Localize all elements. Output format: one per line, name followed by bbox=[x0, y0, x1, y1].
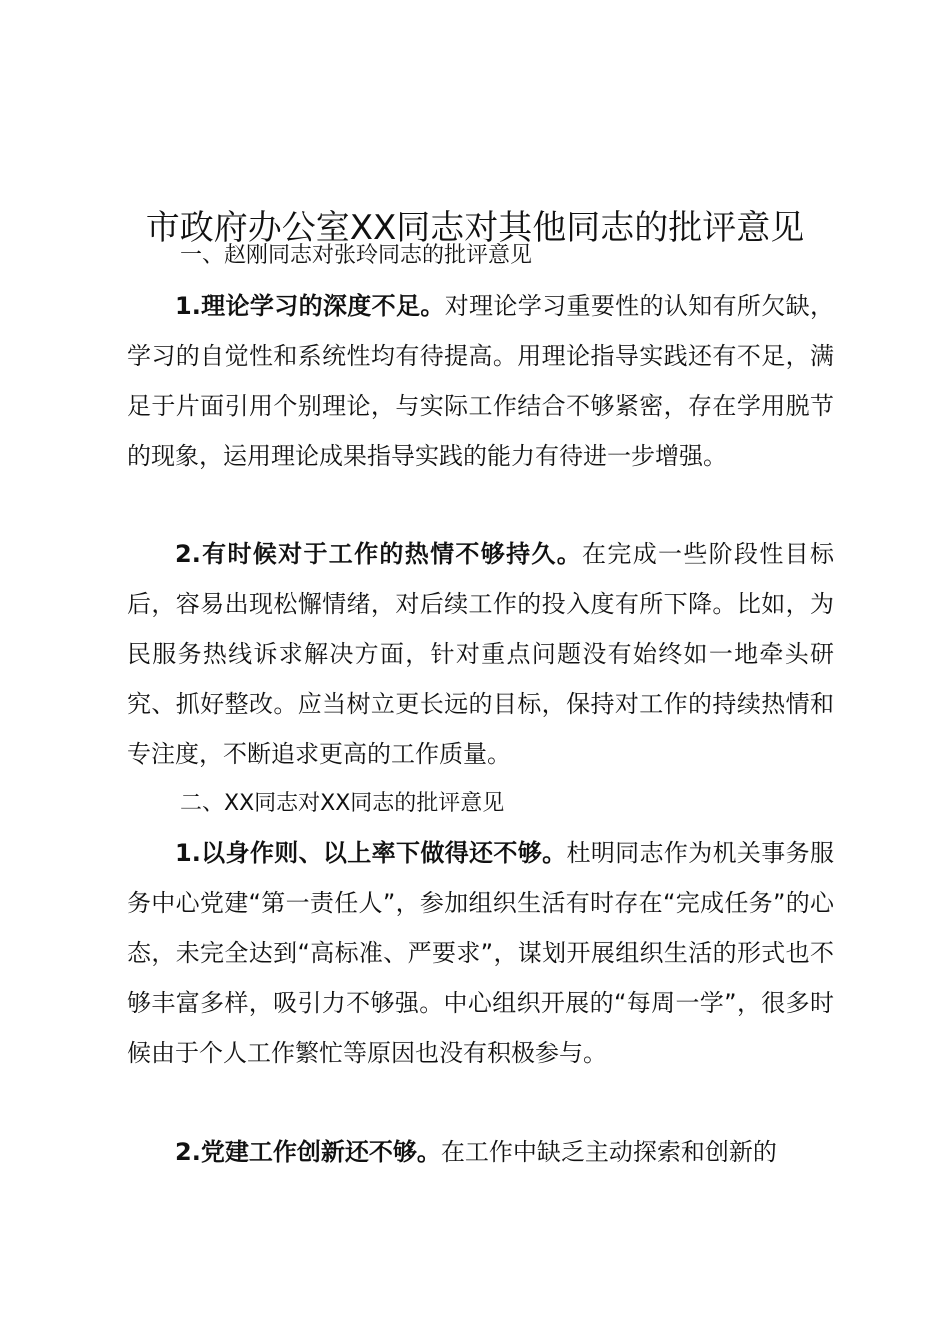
paragraph-lead: 2.有时候对于工作的热情不够持久。 bbox=[175, 540, 583, 568]
paragraph bbox=[127, 828, 834, 1078]
paragraph-body: 杜明同志作为机关事务服务中心党建“第一责任人”，参加组织生活有时存在“完成任务”的心态，未完全达到“高标准、严要求”，谋划开展组织生活的形式也不够丰富多样，吸引力不够强。中心组织开展的“每周一学”，很多时候由于个人工作繁忙等原因也没有积极参与。 bbox=[127, 839, 834, 1067]
paragraph-lead: 2.党建工作创新还不够。 bbox=[175, 1138, 441, 1166]
paragraph bbox=[127, 1127, 834, 1177]
paragraph-body: 在完成一些阶段性目标后，容易出现松懈情绪，对后续工作的投入度有所下降。比如，为民服务热线诉求解决方面，针对重点问题没有始终如一地牵头研究、抓好整改。应当树立更长远的目标，保持对工作的持续热情和专注度，不断追求更高的工作质量。 bbox=[127, 540, 834, 768]
paragraph-body: 对理论学习重要性的认知有所欠缺，学习的自觉性和系统性均有待提高。用理论指导实践还有不足，满足于片面引用个别理论，与实际工作结合不够紧密，存在学用脱节的现象，运用理论成果指导实践的能力有待进一步增强。 bbox=[127, 292, 834, 470]
paragraph bbox=[127, 281, 834, 481]
paragraph-lead: 1.理论学习的深度不足。 bbox=[175, 292, 445, 320]
section-heading-2: 二、XX同志对XX同志的批评意见 bbox=[180, 791, 505, 816]
paragraph-body: 在工作中缺乏主动探索和创新的 bbox=[440, 1138, 777, 1166]
section-heading-1: 一、赵刚同志对张玲同志的批评意见 bbox=[180, 243, 533, 268]
document-title: 市政府办公室XX同志对其他同志的批评意见 bbox=[145, 207, 805, 248]
paragraph-lead: 1.以身作则、以上率下做得还不够。 bbox=[175, 839, 567, 867]
paragraph bbox=[127, 529, 834, 779]
